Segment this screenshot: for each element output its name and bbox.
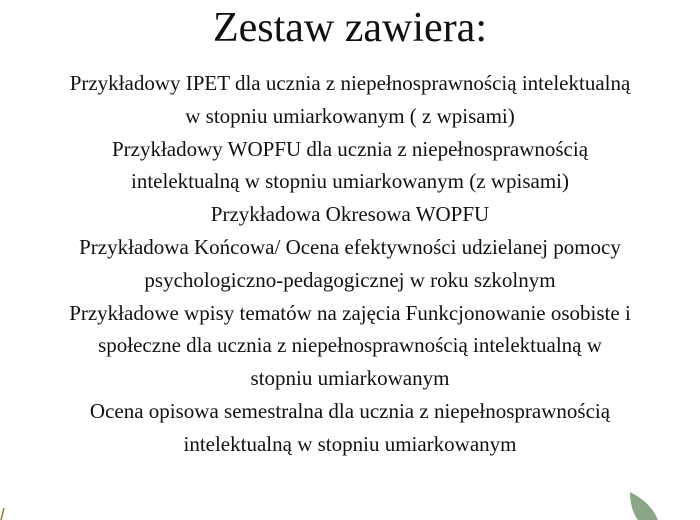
contents-list (0, 67, 700, 461)
list-line: Przykładowa Końcowa/ Ocena efektywności udzielanej pomocy (79, 234, 621, 259)
page-title: Zestaw zawiera: (212, 5, 487, 51)
leaf-decoration-icon (628, 492, 658, 520)
list-line: intelektualną w stopniu umiarkowanym (z wpisami) (131, 169, 569, 194)
stem-decoration-icon (0, 508, 8, 520)
list-line: psychologiczno-pedagogicznej w roku szkolnym (144, 267, 556, 292)
list-line: w stopniu umiarkowanym ( z wpisami) (185, 103, 515, 128)
list-line: społeczne dla ucznia z niepełnosprawnością intelektualną w (98, 333, 602, 358)
list-line: Przykładowy WOPFU dla ucznia z niepełnosprawnością (111, 136, 589, 161)
list-line: Ocena opisowa semestralna dla ucznia z niepełnosprawnością (89, 398, 611, 423)
list-line: Przykładowy IPET dla ucznia z niepełnosprawnością intelektualną (69, 71, 631, 95)
list-line: Przykładowe wpisy tematów na zajęcia Funkcjonowanie osobiste i (69, 300, 631, 325)
list-line: stopniu umiarkowanym (250, 366, 450, 391)
list-line: Przykładowa Okresowa WOPFU (210, 202, 490, 227)
list-line: intelektualną w stopniu umiarkowanym (183, 431, 517, 456)
